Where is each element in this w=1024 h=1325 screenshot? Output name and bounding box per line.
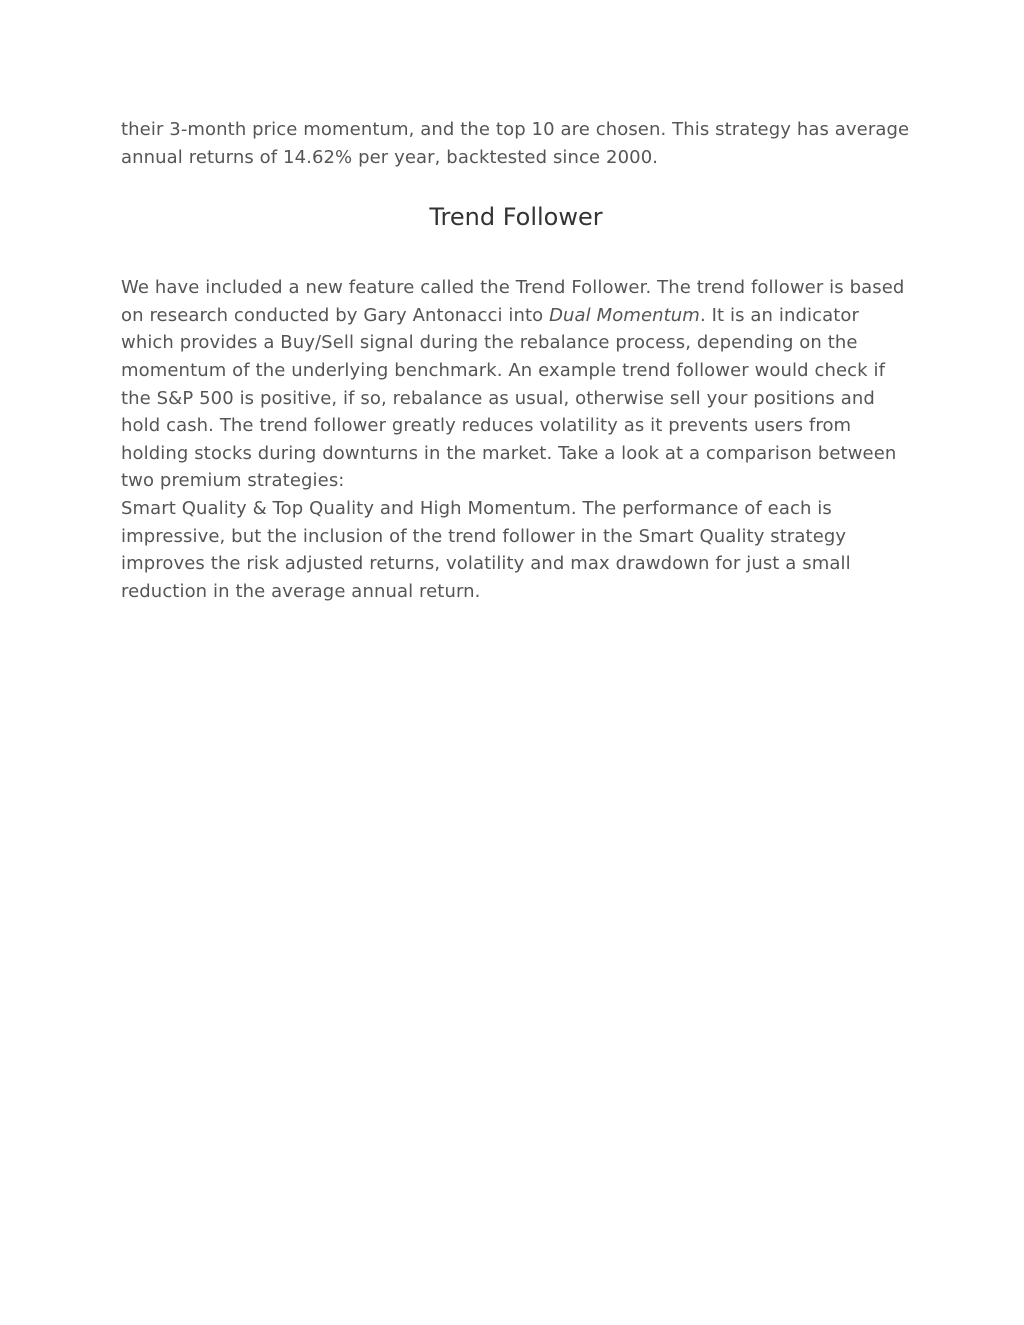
body-text-part3: Smart Quality & Top Quality and High Momentum. The performance of each is impressive, but the inclusion of the trend follower in the Smart Quality strategy improves the risk adjusted returns, volatility and max drawdown for just a small reduction in the average annual return. (121, 497, 851, 602)
body-text-part1: We have included a new feature called the Trend Follower. The trend follower is based on research conducted by Gary Antonacci into (121, 277, 905, 326)
book-title: Dual Momentum (549, 304, 700, 326)
intro-paragraph: their 3-month price momentum, and the top 10 are chosen. This strategy has average annual returns of 14.62% per year, backtested since 2000. (121, 119, 910, 168)
document-page (121, 116, 911, 605)
section-heading: Trend Follower (429, 203, 603, 232)
section-paragraph (121, 274, 911, 605)
body-text-part2: . It is an indicator which provides a Buy/Sell signal during the rebalance process, depending on the momentum of the underlying benchmark. An example trend follower would check if the S&P 500 is positive, if so, rebalance as usual, otherwise sell your positions and hold cash. The trend follower greatly reduces volatility as it prevents users from holding stocks during downturns in the market. Take a look at a comparison between two premium strategies: (121, 304, 897, 492)
